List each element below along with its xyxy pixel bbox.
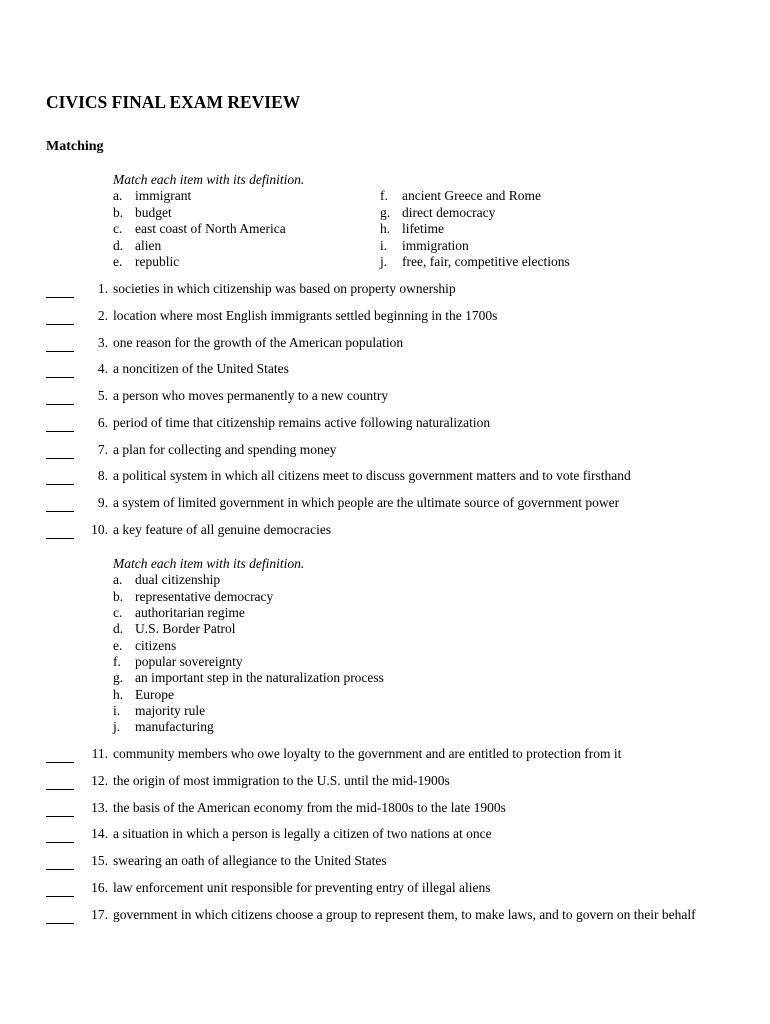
answer-blank[interactable] bbox=[46, 525, 74, 539]
question-row: 9. a system of limited government in which people are the ultimate source of government power bbox=[46, 495, 746, 513]
option-item: c. east coast of North America bbox=[113, 221, 286, 236]
option-item: b. budget bbox=[113, 205, 172, 220]
option-item: i. majority rule bbox=[113, 703, 206, 718]
question-row: 2. location where most English immigrants settled beginning in the 1700s bbox=[46, 308, 746, 326]
section-heading: Matching bbox=[46, 139, 104, 154]
option-item: i. immigration bbox=[380, 238, 469, 253]
answer-blank[interactable] bbox=[46, 284, 74, 298]
option-item: e. citizens bbox=[113, 638, 177, 653]
question-row: 3. one reason for the growth of the American population bbox=[46, 335, 746, 353]
question-row: 6. period of time that citizenship remains active following naturalization bbox=[46, 415, 746, 433]
group-2-instruction: Match each item with its definition. bbox=[113, 556, 305, 571]
answer-blank[interactable] bbox=[46, 311, 74, 325]
option-item: e. republic bbox=[113, 254, 180, 269]
question-row: 14. a situation in which a person is legally a citizen of two nations at once bbox=[46, 826, 746, 844]
question-row: 11. community members who owe loyalty to the government and are entitled to protection from it bbox=[46, 746, 746, 764]
answer-blank[interactable] bbox=[46, 364, 74, 378]
question-row: 13. the basis of the American economy from the mid-1800s to the late 1900s bbox=[46, 800, 746, 818]
option-item: g. an important step in the naturalization process bbox=[113, 670, 384, 685]
question-row: 5. a person who moves permanently to a new country bbox=[46, 388, 746, 406]
question-row: 1. societies in which citizenship was based on property ownership bbox=[46, 281, 746, 299]
option-item: f. popular sovereignty bbox=[113, 654, 243, 669]
option-item: d. U.S. Border Patrol bbox=[113, 621, 236, 636]
question-row: 8. a political system in which all citizens meet to discuss government matters and to vote firsthand bbox=[46, 468, 746, 486]
option-item: j. free, fair, competitive elections bbox=[380, 254, 570, 269]
option-item: d. alien bbox=[113, 238, 162, 253]
answer-blank[interactable] bbox=[46, 338, 74, 352]
answer-blank[interactable] bbox=[46, 749, 74, 763]
answer-blank[interactable] bbox=[46, 803, 74, 817]
answer-blank[interactable] bbox=[46, 445, 74, 459]
option-item: a. dual citizenship bbox=[113, 572, 221, 587]
option-item: c. authoritarian regime bbox=[113, 605, 245, 620]
question-row: 17. government in which citizens choose a group to represent them, to make laws, and to govern on their behalf bbox=[46, 907, 746, 925]
group-1-instruction: Match each item with its definition. bbox=[113, 172, 305, 187]
answer-blank[interactable] bbox=[46, 776, 74, 790]
question-row: 15. swearing an oath of allegiance to the United States bbox=[46, 853, 746, 871]
answer-blank[interactable] bbox=[46, 910, 74, 924]
answer-blank[interactable] bbox=[46, 471, 74, 485]
question-row: 10. a key feature of all genuine democracies bbox=[46, 522, 746, 540]
option-item: g. direct democracy bbox=[380, 205, 496, 220]
option-item: j. manufacturing bbox=[113, 719, 214, 734]
option-item: h. lifetime bbox=[380, 221, 444, 236]
question-row: 16. law enforcement unit responsible for preventing entry of illegal aliens bbox=[46, 880, 746, 898]
option-item: b. representative democracy bbox=[113, 589, 274, 604]
answer-blank[interactable] bbox=[46, 856, 74, 870]
answer-blank[interactable] bbox=[46, 498, 74, 512]
answer-blank[interactable] bbox=[46, 883, 74, 897]
option-item: f. ancient Greece and Rome bbox=[380, 188, 542, 203]
answer-blank[interactable] bbox=[46, 391, 74, 405]
page-title: CIVICS FINAL EXAM REVIEW bbox=[46, 92, 301, 112]
option-item: a. immigrant bbox=[113, 188, 192, 203]
question-row: 4. a noncitizen of the United States bbox=[46, 361, 746, 379]
question-row: 7. a plan for collecting and spending money bbox=[46, 442, 746, 460]
answer-blank[interactable] bbox=[46, 418, 74, 432]
question-row: 12. the origin of most immigration to the U.S. until the mid-1900s bbox=[46, 773, 746, 791]
option-item: h. Europe bbox=[113, 687, 174, 702]
answer-blank[interactable] bbox=[46, 829, 74, 843]
